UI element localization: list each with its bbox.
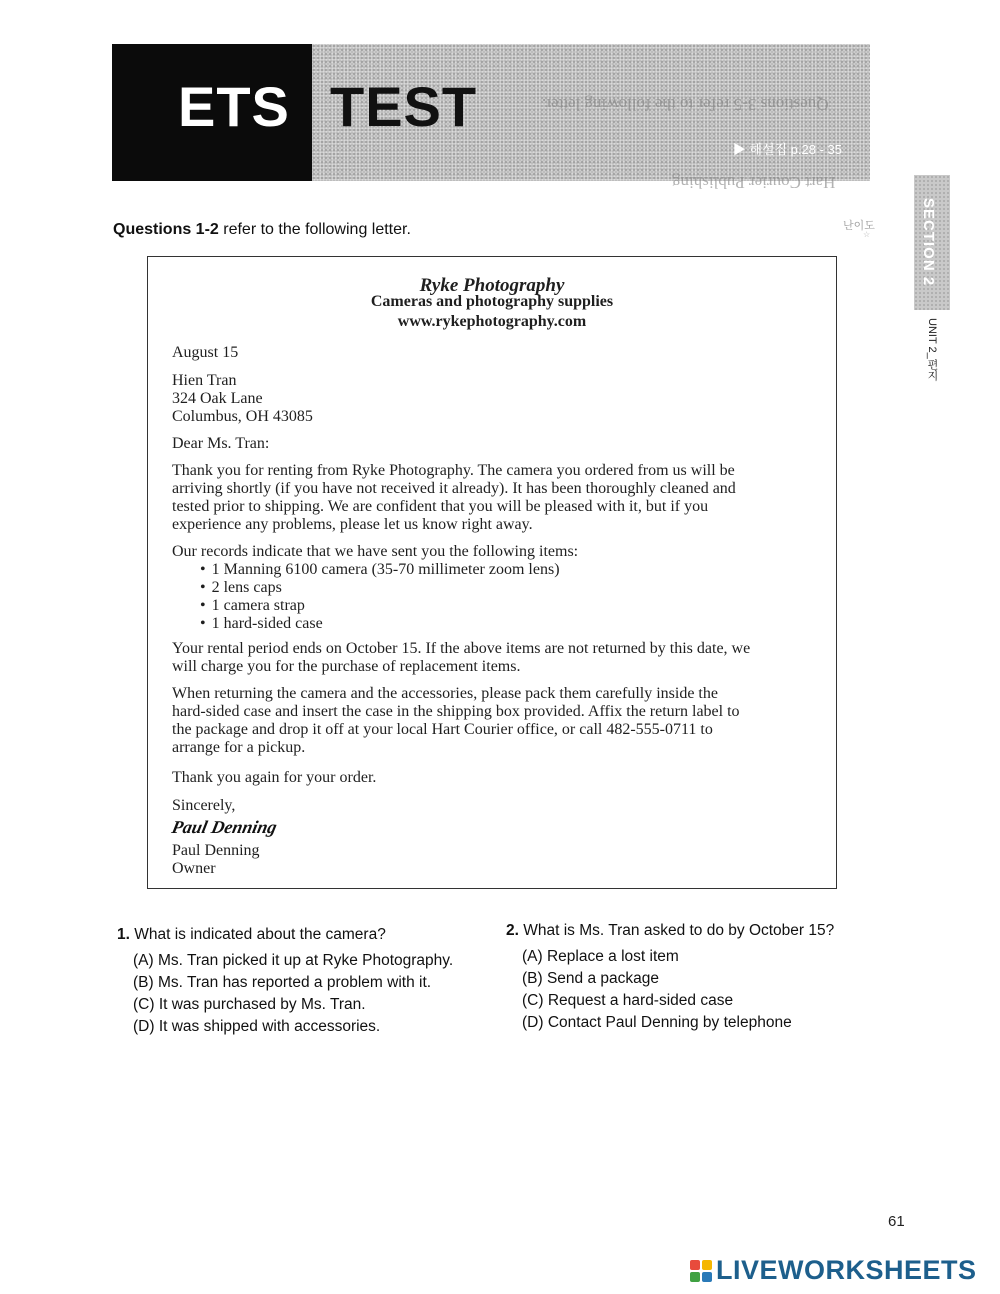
paragraph-line: tested prior to shipping. We are confident that you will be pleased with it, but if you [172, 498, 709, 515]
answer-options [522, 946, 834, 1034]
question-number: 2. [506, 922, 519, 939]
paragraph-line: experience any problems, please let us know right away. [172, 516, 533, 533]
signer-title: Owner [172, 860, 216, 877]
list-item: • 1 hard-sided case [172, 615, 822, 633]
question-number: 1. [117, 926, 130, 943]
banner-title-test: TEST [330, 75, 478, 138]
company-tagline: Cameras and photography supplies [370, 293, 614, 310]
company-website: www.rykephotography.com [397, 313, 587, 330]
liveworksheets-brand: LIVEWORKSHEETS [716, 1255, 977, 1285]
paragraph-1 [172, 462, 822, 534]
logo-square [690, 1272, 700, 1282]
answer-options [133, 950, 453, 1038]
paragraph-line: Thank you for renting from Ryke Photography. The camera you ordered from us will be [172, 462, 735, 479]
question-text: What is Ms. Tran asked to do by October 15? [518, 922, 835, 939]
answer-option-c[interactable]: (C) Request a hard-sided case [522, 992, 734, 1009]
unit-label: UNIT 2_편지 [926, 318, 938, 381]
paragraph-3 [172, 685, 822, 757]
paragraph-line: arrange for a pickup. [172, 739, 306, 756]
liveworksheets-grid-icon [690, 1260, 712, 1282]
items-section [172, 543, 822, 633]
paragraph-line: the package and drop it off at your local Hart Courier office, or call 482-555-0711 to [172, 721, 713, 738]
section-label: SECTION 2 [920, 198, 937, 287]
logo-square [690, 1260, 700, 1270]
address-line: Columbus, OH 43085 [172, 408, 313, 425]
answer-option-b[interactable]: (B) Send a package [522, 970, 660, 987]
question-title [506, 922, 834, 940]
header-banner [112, 44, 870, 192]
address-line: 324 Oak Lane [172, 390, 263, 407]
banner-title-ets: ETS [178, 75, 290, 138]
answer-reference: ▶ 해설집 p.28 - 35 [732, 142, 842, 157]
address-line: Hien Tran [172, 372, 237, 389]
paragraph-line: will charge you for the purchase of replacement items. [172, 658, 521, 675]
answer-option-a[interactable]: (A) Replace a lost item [522, 948, 679, 965]
answer-option-c[interactable]: (C) It was purchased by Ms. Tran. [133, 996, 366, 1013]
paragraph-line: arriving shortly (if you have not received it already). It has been thoroughly cleaned and [172, 480, 736, 497]
answer-option-b[interactable]: (B) Ms. Tran has reported a problem with it. [133, 974, 432, 991]
signer-block [172, 842, 822, 878]
difficulty-star-icon: ☆ [863, 230, 871, 239]
letter-box [147, 256, 837, 889]
questions-range: Questions 1-2 [113, 221, 219, 238]
items-list [172, 561, 822, 633]
question-2 [506, 922, 834, 1034]
logo-square [702, 1260, 712, 1270]
list-item: • 2 lens caps [172, 579, 822, 597]
paragraph-line: Your rental period ends on October 15. If the above items are not returned by this date, we [172, 640, 751, 657]
paragraph-line: hard-sided case and insert the case in the shipping box provided. Affix the return label to [172, 703, 740, 720]
logo-square [702, 1272, 712, 1282]
bleed-through-text: Questions 3-5 refer to the following letter. [542, 95, 829, 114]
answer-option-a[interactable]: (A) Ms. Tran picked it up at Ryke Photography. [133, 952, 454, 969]
closing: Sincerely, [172, 797, 236, 814]
bleed-through-text: Hart Courier Publishing [672, 173, 836, 192]
signer-name: Paul Denning [172, 842, 260, 859]
thanks-line: Thank you again for your order. [172, 769, 377, 786]
questions-intro-text: refer to the following letter. [218, 221, 411, 238]
list-item: • 1 Manning 6100 camera (35-70 millimeter zoom lens) [172, 561, 822, 579]
company-name: Ryke Photography [419, 275, 565, 296]
question-title [117, 926, 453, 944]
answer-option-d[interactable]: (D) It was shipped with accessories. [133, 1018, 381, 1035]
liveworksheets-logo[interactable] [690, 1255, 977, 1286]
salutation: Dear Ms. Tran: [172, 435, 270, 452]
recipient-address [172, 372, 822, 426]
page-number: 61 [888, 1213, 905, 1230]
list-item: • 1 camera strap [172, 597, 822, 615]
paragraph-2 [172, 640, 822, 676]
handwritten-signature: Paul Denning [169, 817, 279, 837]
question-1 [117, 926, 453, 1038]
paragraph-line: When returning the camera and the accessories, please pack them carefully inside the [172, 685, 718, 702]
difficulty-label: 난이도 [843, 220, 875, 232]
answer-option-d[interactable]: (D) Contact Paul Denning by telephone [522, 1014, 792, 1031]
question-text: What is indicated about the camera? [129, 926, 386, 943]
letter-date: August 15 [172, 344, 239, 361]
questions-intro [113, 221, 411, 239]
items-intro: Our records indicate that we have sent you the following items: [172, 543, 579, 560]
